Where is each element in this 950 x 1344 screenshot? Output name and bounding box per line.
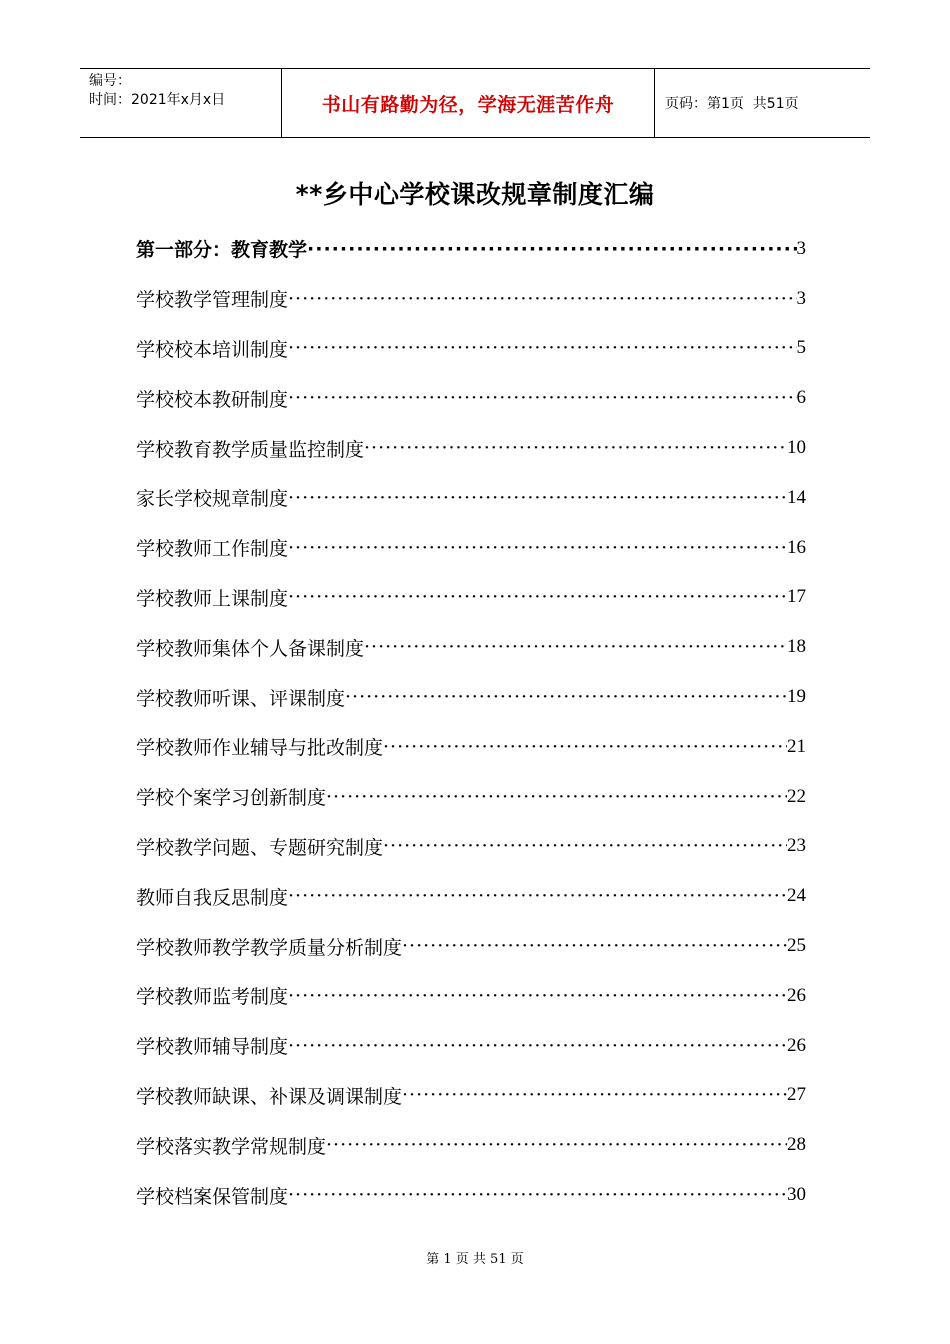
toc-entry-label: 学校教师缺课、补课及调课制度 <box>136 1085 403 1108</box>
toc-entry-label: 学校校本培训制度 <box>136 338 289 361</box>
toc-entry-label: 学校个案学习创新制度 <box>136 787 327 810</box>
toc-leader-dots <box>288 1183 787 1207</box>
toc-entry-label: 学校教师监考制度 <box>136 986 289 1009</box>
table-of-contents <box>136 224 806 1220</box>
toc-entry-label: 家长学校规章制度 <box>136 488 289 511</box>
toc-entry-page: 17 <box>787 586 806 608</box>
toc-leader-dots <box>326 1133 787 1157</box>
toc-entry-page: 26 <box>787 984 806 1006</box>
toc-leader-dots <box>402 1083 787 1107</box>
toc-entry[interactable] <box>136 274 806 324</box>
toc-entry-label: 教师自我反思制度 <box>136 886 289 909</box>
toc-entry-page: 16 <box>787 536 806 558</box>
toc-entry-page: 26 <box>787 1034 806 1056</box>
toc-entry[interactable] <box>136 423 806 473</box>
toc-entry-label: 学校教学问题、专题研究制度 <box>136 836 384 859</box>
toc-entry-label: 学校教师听课、评课制度 <box>136 687 346 710</box>
toc-entry[interactable] <box>136 871 806 921</box>
toc-entry[interactable] <box>136 224 806 274</box>
toc-entry-label: 第一部分：教育教学 <box>136 239 308 262</box>
toc-entry[interactable] <box>136 1120 806 1170</box>
toc-leader-dots <box>288 536 787 560</box>
toc-entry-label: 学校校本教研制度 <box>136 388 289 411</box>
toc-leader-dots <box>288 984 787 1008</box>
toc-entry-label: 学校落实教学常规制度 <box>136 1135 327 1158</box>
page-footer: 第 1 页 共 51 页 <box>426 1252 524 1267</box>
toc-entry-page: 3 <box>796 237 806 259</box>
toc-entry-page: 23 <box>787 835 806 857</box>
toc-leader-dots <box>288 884 787 908</box>
header-page-info-text: 页码：第1页 共51页 <box>665 96 799 112</box>
toc-entry[interactable] <box>136 1021 806 1071</box>
toc-entry-page: 18 <box>787 636 806 658</box>
toc-entry[interactable] <box>136 822 806 872</box>
toc-entry-page: 28 <box>787 1134 806 1156</box>
toc-entry[interactable] <box>136 523 806 573</box>
toc-entry-label: 学校教师工作制度 <box>136 538 289 561</box>
toc-entry[interactable] <box>136 573 806 623</box>
toc-entry-label: 学校教育教学质量监控制度 <box>136 438 365 461</box>
toc-entry-label: 学校教师作业辅导与批改制度 <box>136 737 384 760</box>
toc-leader-dots <box>326 785 787 809</box>
document-title: **乡中心学校课改规章制度汇编 <box>295 180 655 209</box>
toc-entry[interactable] <box>136 622 806 672</box>
toc-entry-label: 学校教师教学教学质量分析制度 <box>136 936 403 959</box>
toc-entry-page: 30 <box>787 1184 806 1206</box>
toc-leader-dots <box>288 386 796 410</box>
toc-entry-page: 5 <box>796 337 806 359</box>
toc-leader-dots <box>288 486 787 510</box>
toc-entry-label: 学校档案保管制度 <box>136 1185 289 1208</box>
toc-entry[interactable] <box>136 473 806 523</box>
toc-leader-dots <box>402 934 787 958</box>
toc-leader-dots <box>288 287 796 311</box>
toc-entry-label: 学校教师上课制度 <box>136 587 289 610</box>
toc-entry[interactable] <box>136 722 806 772</box>
toc-entry-page: 14 <box>787 486 806 508</box>
document-number-label: 编号： <box>89 73 131 89</box>
toc-entry[interactable] <box>136 921 806 971</box>
toc-entry-label: 学校教师集体个人备课制度 <box>136 637 365 660</box>
toc-leader-dots <box>288 585 787 609</box>
header-page-info <box>655 69 870 137</box>
toc-entry-page: 21 <box>787 735 806 757</box>
header-meta <box>80 69 282 137</box>
toc-entry-page: 3 <box>796 287 806 309</box>
toc-leader-dots <box>288 1034 787 1058</box>
toc-leader-dots <box>364 635 787 659</box>
header-motto: 书山有路勤为径，学海无涯苦作舟 <box>282 69 655 137</box>
toc-entry-page: 25 <box>787 935 806 957</box>
toc-entry-page: 10 <box>787 437 806 459</box>
toc-leader-dots <box>383 834 787 858</box>
toc-entry[interactable] <box>136 971 806 1021</box>
toc-entry-page: 6 <box>796 387 806 409</box>
toc-leader-dots <box>364 436 787 460</box>
toc-entry-page: 22 <box>787 785 806 807</box>
toc-leader-dots <box>288 336 796 360</box>
toc-entry[interactable] <box>136 1071 806 1121</box>
page-header <box>80 68 870 138</box>
toc-entry[interactable] <box>136 324 806 374</box>
document-time-label: 时间：2021年x月x日 <box>89 92 226 108</box>
toc-leader-dots <box>307 237 796 261</box>
toc-entry-page: 24 <box>787 885 806 907</box>
toc-leader-dots <box>383 735 787 759</box>
toc-entry[interactable] <box>136 1170 806 1220</box>
toc-entry-label: 学校教学管理制度 <box>136 289 289 312</box>
toc-entry[interactable] <box>136 672 806 722</box>
toc-entry[interactable] <box>136 373 806 423</box>
toc-entry-page: 27 <box>787 1084 806 1106</box>
toc-leader-dots <box>345 685 787 709</box>
toc-entry-page: 19 <box>787 686 806 708</box>
toc-entry[interactable] <box>136 772 806 822</box>
toc-entry-label: 学校教师辅导制度 <box>136 1036 289 1059</box>
